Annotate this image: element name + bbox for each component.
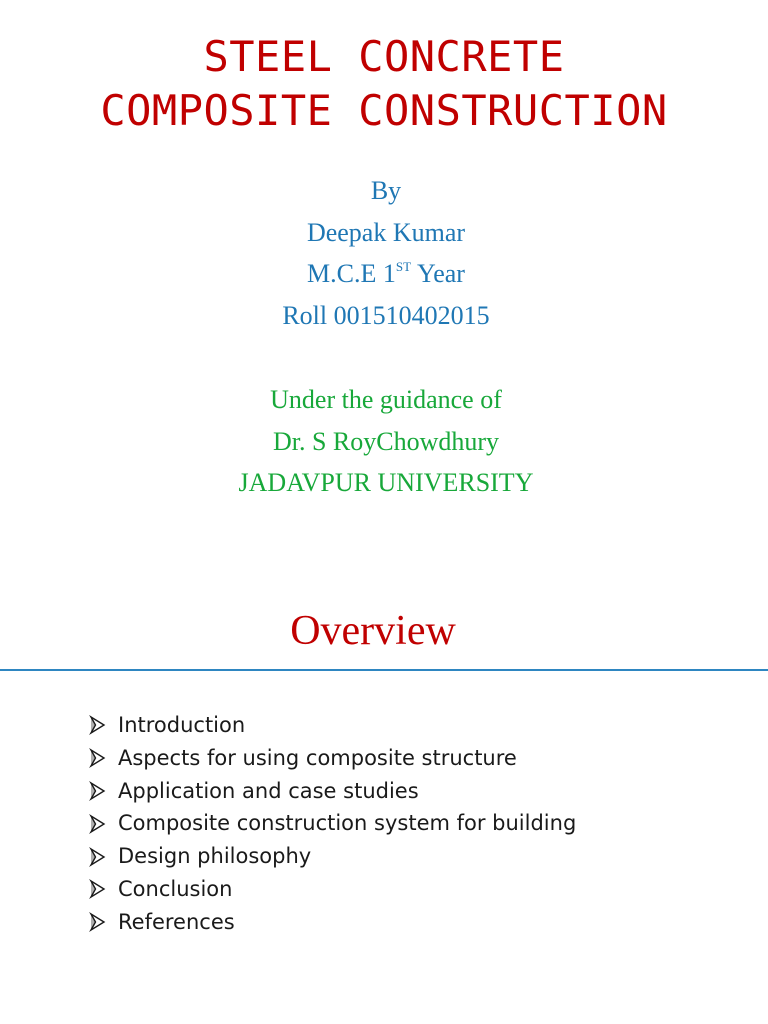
- list-item-label: Introduction: [118, 713, 246, 737]
- arrowhead-bullet-icon: [88, 912, 118, 932]
- guidance-label: Under the guidance of: [270, 385, 502, 414]
- arrowhead-bullet-icon: [88, 879, 118, 899]
- course-prefix: M.C.E 1: [307, 259, 396, 288]
- course-line: [0, 253, 768, 295]
- guidance-info: [0, 379, 768, 504]
- list-item-label: Design philosophy: [118, 844, 312, 869]
- arrowhead-bullet-icon: [88, 748, 118, 768]
- title-line-2: COMPOSITE CONSTRUCTION: [100, 86, 668, 135]
- by-label: By: [370, 176, 402, 205]
- list-item: [88, 807, 576, 840]
- arrowhead-bullet-icon: [88, 715, 118, 735]
- title-divider: [0, 669, 768, 671]
- presentation-title: [0, 30, 768, 138]
- author-name: Deepak Kumar: [306, 217, 466, 247]
- list-item-label: Composite construction system for building: [118, 811, 577, 836]
- list-item-label: Conclusion: [118, 876, 233, 901]
- list-item-label: Aspects for using composite structure: [118, 745, 517, 770]
- university-name: JADAVPUR UNIVERSITY: [238, 468, 534, 497]
- arrowhead-bullet-icon: [88, 847, 118, 867]
- guide-name: Dr. S RoyChowdhury: [272, 426, 500, 456]
- course-suffix: Year: [417, 259, 465, 288]
- list-item: [88, 906, 576, 939]
- list-item: [88, 709, 576, 742]
- list-item: [88, 775, 576, 808]
- list-item-label: References: [118, 909, 235, 934]
- roll-number: Roll 001510402015: [282, 300, 490, 330]
- list-item: [88, 742, 576, 775]
- arrowhead-bullet-icon: [88, 814, 118, 834]
- overview-title: Overview: [290, 608, 456, 654]
- author-info: [0, 170, 768, 336]
- list-item-label: Application and case studies: [118, 778, 419, 803]
- title-line-1: STEEL CONCRETE: [203, 32, 565, 81]
- list-item: [88, 840, 576, 873]
- arrowhead-bullet-icon: [88, 781, 118, 801]
- overview-slide: [0, 580, 768, 1024]
- overview-list: [88, 709, 576, 939]
- course-superscript: ST: [395, 259, 412, 274]
- list-item: [88, 873, 576, 906]
